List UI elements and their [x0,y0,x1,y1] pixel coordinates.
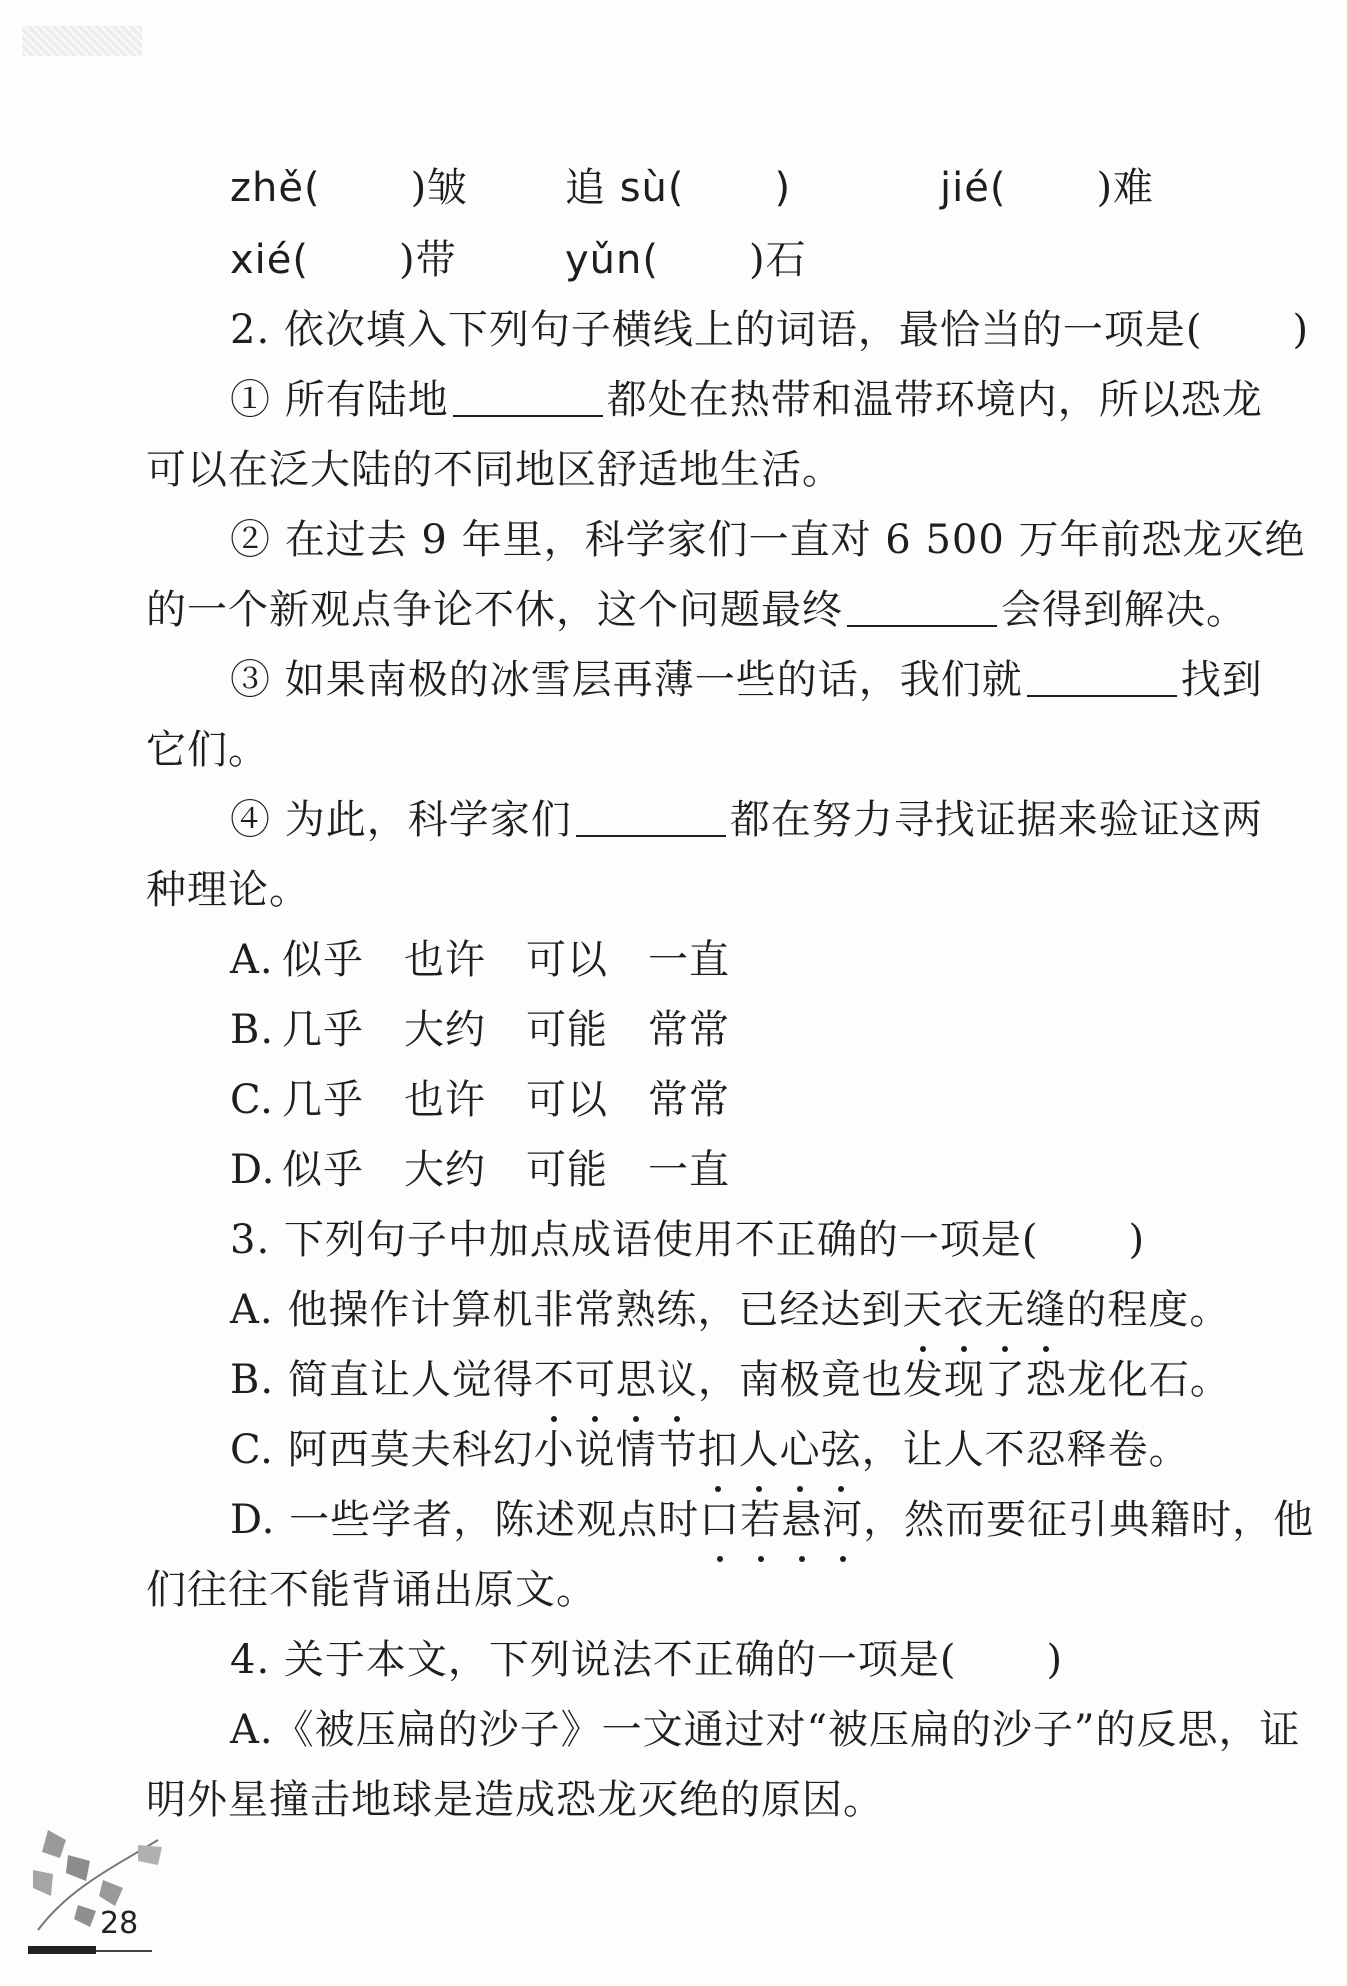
pinyin-item-jie: jié( )难 [940,165,1155,211]
q2-option-d[interactable]: D. 似乎 大约 可能 一直 [230,1147,730,1193]
q2-sentence-2-cont: 的一个新观点争论不休，这个问题最终 会得到解决。 [146,587,1247,633]
q2-option-c[interactable]: C. 几乎 也许 可以 常常 [230,1077,730,1123]
q2-sentence-3: ③ 如果南极的冰雪层再薄一些的话，我们就 找到 [230,657,1263,703]
dotted-idiom: 不可思议 [534,1352,698,1408]
q2-sentence-1: ① 所有陆地 都处在热带和温带环境内，所以恐龙 [230,377,1263,423]
q2-option-a[interactable]: A. 似乎 也许 可以 一直 [230,937,730,983]
page-number-bar [28,1946,96,1954]
q2-sentence-2: ② 在过去 9 年里，科学家们一直对 6 500 万年前恐龙灭绝 [230,517,1306,563]
q2-sentence-3-cont: 它们。 [146,727,269,773]
dotted-idiom: 口若悬河 [699,1492,863,1548]
q3-option-d[interactable]: D. 一些学者，陈述观点时口若悬河，然而要征引典籍时，他 [230,1492,1314,1548]
pinyin-item-xie: xié( )带 [230,237,457,283]
q2-sentence-1-cont: 可以在泛大陆的不同地区舒适地生活。 [146,447,843,493]
q3-option-a[interactable]: A. 他操作计算机非常熟练，已经达到天衣无缝的程度。 [230,1282,1230,1338]
answer-blank[interactable] [847,587,997,627]
q3-option-b[interactable]: B. 简直让人觉得不可思议，南极竟也发现了恐龙化石。 [230,1352,1231,1408]
q2-sentence-4-cont: 种理论。 [146,867,310,913]
q4-stem: 4. 关于本文，下列说法不正确的一项是( ) [230,1637,1064,1683]
q3-option-d-cont: 们往往不能背诵出原文。 [146,1567,597,1613]
page-number-rule [96,1950,152,1952]
dotted-idiom: 天衣无缝 [902,1282,1066,1338]
page-number: 28 [100,1906,139,1941]
pinyin-item-yun: yǔn( )石 [565,237,807,283]
q2-stem: 2. 依次填入下列句子横线上的词语，最恰当的一项是( ) [230,307,1310,353]
dotted-idiom: 扣人心弦 [698,1422,862,1478]
q4-option-a-cont: 明外星撞击地球是造成恐龙灭绝的原因。 [146,1777,884,1823]
answer-blank[interactable] [453,377,603,417]
pinyin-item-su: 追 sù( ) [565,165,792,211]
page-header-texture [22,26,142,56]
q2-sentence-4: ④ 为此，科学家们 都在努力寻找证据来验证这两 [230,797,1263,843]
q3-stem: 3. 下列句子中加点成语使用不正确的一项是( ) [230,1217,1146,1263]
q4-option-a[interactable]: A.《被压扁的沙子》一文通过对“被压扁的沙子”的反思，证 [230,1707,1301,1753]
pinyin-item-zhe: zhě( )皱 [230,165,469,211]
answer-blank[interactable] [576,797,726,837]
answer-blank[interactable] [1027,657,1177,697]
q2-option-b[interactable]: B. 几乎 大约 可能 常常 [230,1007,730,1053]
q3-option-c[interactable]: C. 阿西莫夫科幻小说情节扣人心弦，让人不忍释卷。 [230,1422,1190,1478]
